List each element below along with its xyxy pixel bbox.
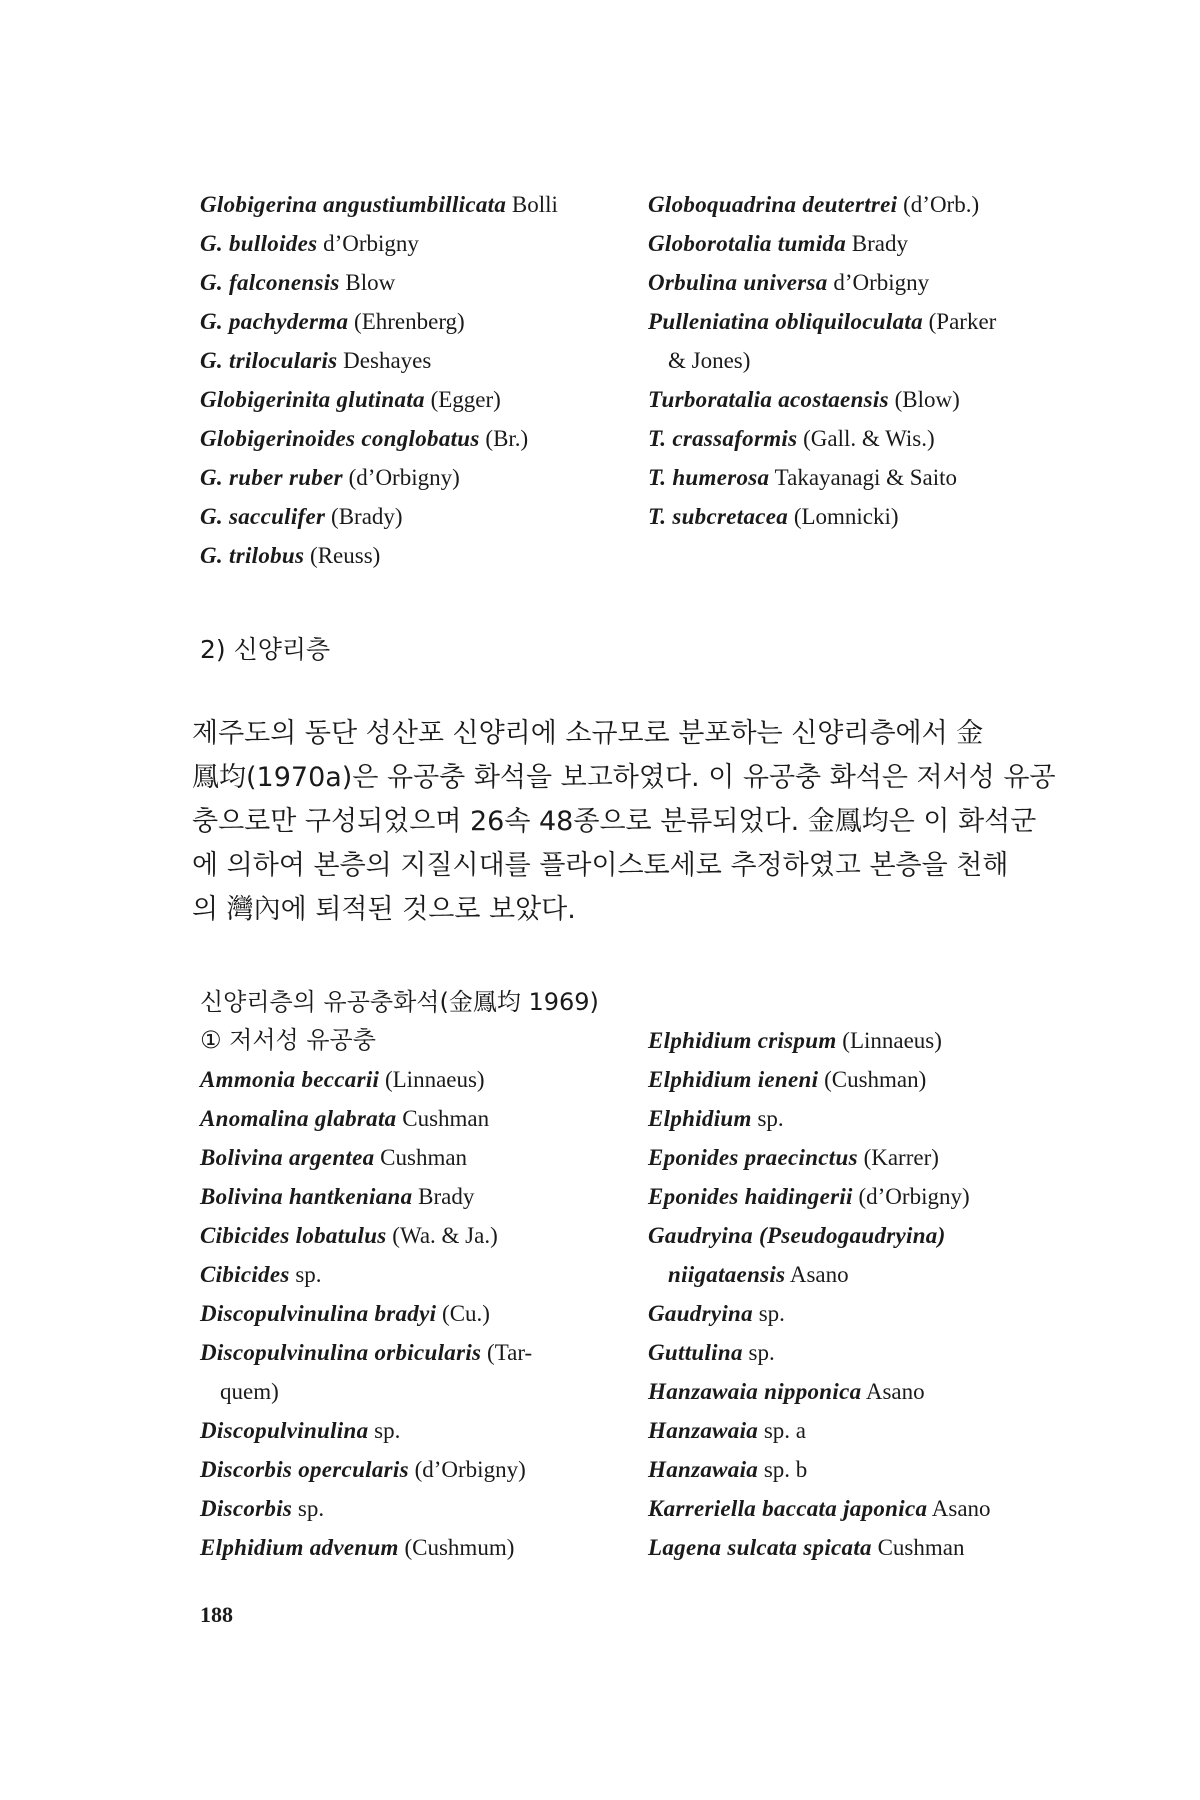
paragraph-line: 鳳均(1970a)은 유공충 화석을 보고하였다. 이 유공충 화석은 저서성 유공 <box>192 762 1056 793</box>
species-entry <box>200 1294 532 1333</box>
species-author: Asano <box>789 1262 849 1287</box>
species-author: sp. <box>748 1340 775 1365</box>
species-author: (Linnaeus) <box>842 1028 942 1053</box>
species-name: T. subcretacea <box>648 504 789 529</box>
species-author: Takayanagi & Saito <box>774 465 958 490</box>
species-entry <box>648 1411 991 1450</box>
paragraph-line: 제주도의 동단 성산포 신양리에 소규모로 분포하는 신양리층에서 金 <box>192 718 984 749</box>
species-entry <box>648 1528 991 1567</box>
species-author: (Tar- <box>487 1340 533 1365</box>
species-entry <box>200 302 558 341</box>
species-entry <box>200 380 558 419</box>
paragraph-line: 에 의하여 본층의 지질시대를 플라이스토세로 추정하였고 본층을 천해 <box>192 850 1009 881</box>
species-name: Cibicides lobatulus <box>200 1223 387 1248</box>
top-species-list-left <box>200 185 558 575</box>
species-entry <box>648 224 996 263</box>
species-name: Cibicides <box>200 1262 290 1287</box>
species-name: T. crassaformis <box>648 426 798 451</box>
species-author: sp. a <box>763 1418 806 1443</box>
species-author: (d’Orbigny) <box>414 1457 526 1482</box>
species-entry <box>200 1411 532 1450</box>
species-name: Elphidium advenum <box>200 1535 399 1560</box>
species-author: Cushman <box>877 1535 965 1560</box>
species-name: Eponides praecinctus <box>648 1145 858 1170</box>
species-name: Karreriella baccata japonica <box>648 1496 928 1521</box>
paragraph-line: 충으로만 구성되었으며 26속 48종으로 분류되었다. 金鳳均은 이 화석군 <box>192 806 1037 837</box>
species-entry <box>200 1255 532 1294</box>
species-entry <box>648 185 996 224</box>
species-name: Globoquadrina deutertrei <box>648 192 898 217</box>
species-name: G. falconensis <box>200 270 340 295</box>
species-author: sp. <box>757 1106 784 1131</box>
species-entry <box>200 263 558 302</box>
species-name: Elphidium <box>648 1106 752 1131</box>
species-entry <box>200 1138 532 1177</box>
species-author: (Lomnicki) <box>793 504 899 529</box>
species-entry <box>648 1489 991 1528</box>
species-entry <box>200 1333 532 1372</box>
species-name: Globigerinita glutinata <box>200 387 425 412</box>
species-author: (d’Orbigny) <box>348 465 460 490</box>
species-author: (Gall. & Wis.) <box>803 426 935 451</box>
species-name: Anomalina glabrata <box>200 1106 397 1131</box>
species-entry <box>648 1177 991 1216</box>
species-entry <box>648 1216 991 1255</box>
species-author: sp. <box>758 1301 785 1326</box>
species-author: Asano <box>865 1379 925 1404</box>
species-name: Discopulvinulina orbicularis <box>200 1340 482 1365</box>
species-name: Bolivina hantkeniana <box>200 1184 413 1209</box>
species-entry <box>200 1060 532 1099</box>
species-entry <box>648 263 996 302</box>
species-entry <box>648 341 996 380</box>
species-author: (Parker <box>928 309 997 334</box>
species-entry <box>648 1372 991 1411</box>
species-name: Hanzawaia <box>648 1418 759 1443</box>
paragraph-line: 의 灣內에 퇴적된 것으로 보았다. <box>192 894 576 925</box>
species-author: Brady <box>418 1184 475 1209</box>
species-name: Lagena sulcata spicata <box>648 1535 872 1560</box>
species-entry <box>200 497 558 536</box>
species-entry <box>648 497 996 536</box>
species-author: d’Orbigny <box>323 231 419 256</box>
species-entry <box>648 1333 991 1372</box>
species-name: Globigerinoides conglobatus <box>200 426 480 451</box>
species-entry <box>648 1060 991 1099</box>
section-heading: 2) 신양리층 <box>200 635 331 664</box>
bottom-species-list-left <box>200 1021 532 1567</box>
species-author: (Reuss) <box>310 543 381 568</box>
species-author: Blow <box>345 270 396 295</box>
species-name: G. pachyderma <box>200 309 349 334</box>
species-name: Discopulvinulina bradyi <box>200 1301 437 1326</box>
species-entry <box>200 1216 532 1255</box>
species-author: (Cushman) <box>824 1067 927 1092</box>
body-paragraph <box>192 712 1056 932</box>
species-entry <box>200 1489 532 1528</box>
species-author: (Blow) <box>894 387 960 412</box>
species-author: & Jones) <box>668 348 751 373</box>
species-author: (d’Orb.) <box>903 192 980 217</box>
species-name: T. humerosa <box>648 465 770 490</box>
species-name: G. ruber ruber <box>200 465 343 490</box>
species-entry <box>648 1138 991 1177</box>
species-entry <box>200 1450 532 1489</box>
species-author: (Br.) <box>485 426 529 451</box>
species-entry <box>200 185 558 224</box>
species-name: G. bulloides <box>200 231 318 256</box>
species-entry <box>648 1255 991 1294</box>
species-author: Cushman <box>380 1145 468 1170</box>
species-author: sp. <box>374 1418 401 1443</box>
species-author: d’Orbigny <box>833 270 930 295</box>
species-name: Orbulina universa <box>648 270 828 295</box>
species-name: Bolivina argentea <box>200 1145 375 1170</box>
species-entry <box>648 458 996 497</box>
table-title: 신양리층의 유공충화석(金鳳均 1969) <box>200 988 599 1016</box>
species-entry <box>648 1021 991 1060</box>
sub-heading: ① 저서성 유공충 <box>200 1026 376 1054</box>
species-entry <box>200 341 558 380</box>
species-entry <box>648 380 996 419</box>
species-author: (Karrer) <box>863 1145 939 1170</box>
species-author: (Brady) <box>331 504 403 529</box>
species-name: Hanzawaia <box>648 1457 759 1482</box>
species-name: Guttulina <box>648 1340 743 1365</box>
species-entry <box>200 1177 532 1216</box>
species-author: Asano <box>931 1496 991 1521</box>
species-name: Hanzawaia nipponica <box>648 1379 862 1404</box>
bottom-species-list-right <box>648 1021 991 1567</box>
species-entry <box>648 1099 991 1138</box>
species-name: Gaudryina <box>648 1301 753 1326</box>
species-entry <box>648 302 996 341</box>
species-author: (Linnaeus) <box>384 1067 485 1092</box>
species-name: Elphidium crispum <box>648 1028 837 1053</box>
species-name: Gaudryina (Pseudogaudryina) <box>648 1223 946 1248</box>
species-name: Globigerina angustiumbillicata <box>200 192 507 217</box>
species-author: quem) <box>220 1379 279 1404</box>
species-name: Globorotalia tumida <box>648 231 847 256</box>
species-entry <box>200 224 558 263</box>
species-author: Bolli <box>511 192 558 217</box>
species-author: sp. b <box>763 1457 808 1482</box>
species-name: Discorbis opercularis <box>200 1457 409 1482</box>
page-number: 188 <box>200 1602 233 1627</box>
species-name: Ammonia beccarii <box>200 1067 380 1092</box>
species-name: G. trilobus <box>200 543 305 568</box>
species-name: Elphidium ieneni <box>648 1067 819 1092</box>
species-entry <box>648 1294 991 1333</box>
species-name: Turboratalia acostaensis <box>648 387 889 412</box>
species-name: Discorbis <box>200 1496 293 1521</box>
species-entry <box>648 419 996 458</box>
species-name: G. sacculifer <box>200 504 326 529</box>
species-author: Brady <box>851 231 909 256</box>
species-author: (d’Orbigny) <box>858 1184 970 1209</box>
species-author: sp. <box>297 1496 325 1521</box>
species-author: sp. <box>295 1262 322 1287</box>
species-author: Cushman <box>402 1106 490 1131</box>
species-entry <box>200 419 558 458</box>
species-author: (Cushmum) <box>404 1535 515 1560</box>
species-name: G. trilocularis <box>200 348 338 373</box>
species-name: Discopulvinulina <box>200 1418 369 1443</box>
species-author: Deshayes <box>343 348 432 373</box>
species-author: (Wa. & Ja.) <box>392 1223 498 1248</box>
species-name: Eponides haidingerii <box>648 1184 853 1209</box>
species-name: niigataensis <box>668 1262 786 1287</box>
species-entry <box>200 1528 532 1567</box>
species-entry <box>648 1450 991 1489</box>
species-entry <box>200 536 558 575</box>
species-author: (Ehrenberg) <box>354 309 465 334</box>
species-name: Pulleniatina obliquiloculata <box>648 309 923 334</box>
species-entry <box>200 1372 532 1411</box>
species-author: (Cu.) <box>442 1301 490 1326</box>
species-author: (Egger) <box>430 387 501 412</box>
species-entry <box>200 1099 532 1138</box>
top-species-list-right <box>648 185 996 536</box>
species-entry <box>200 458 558 497</box>
